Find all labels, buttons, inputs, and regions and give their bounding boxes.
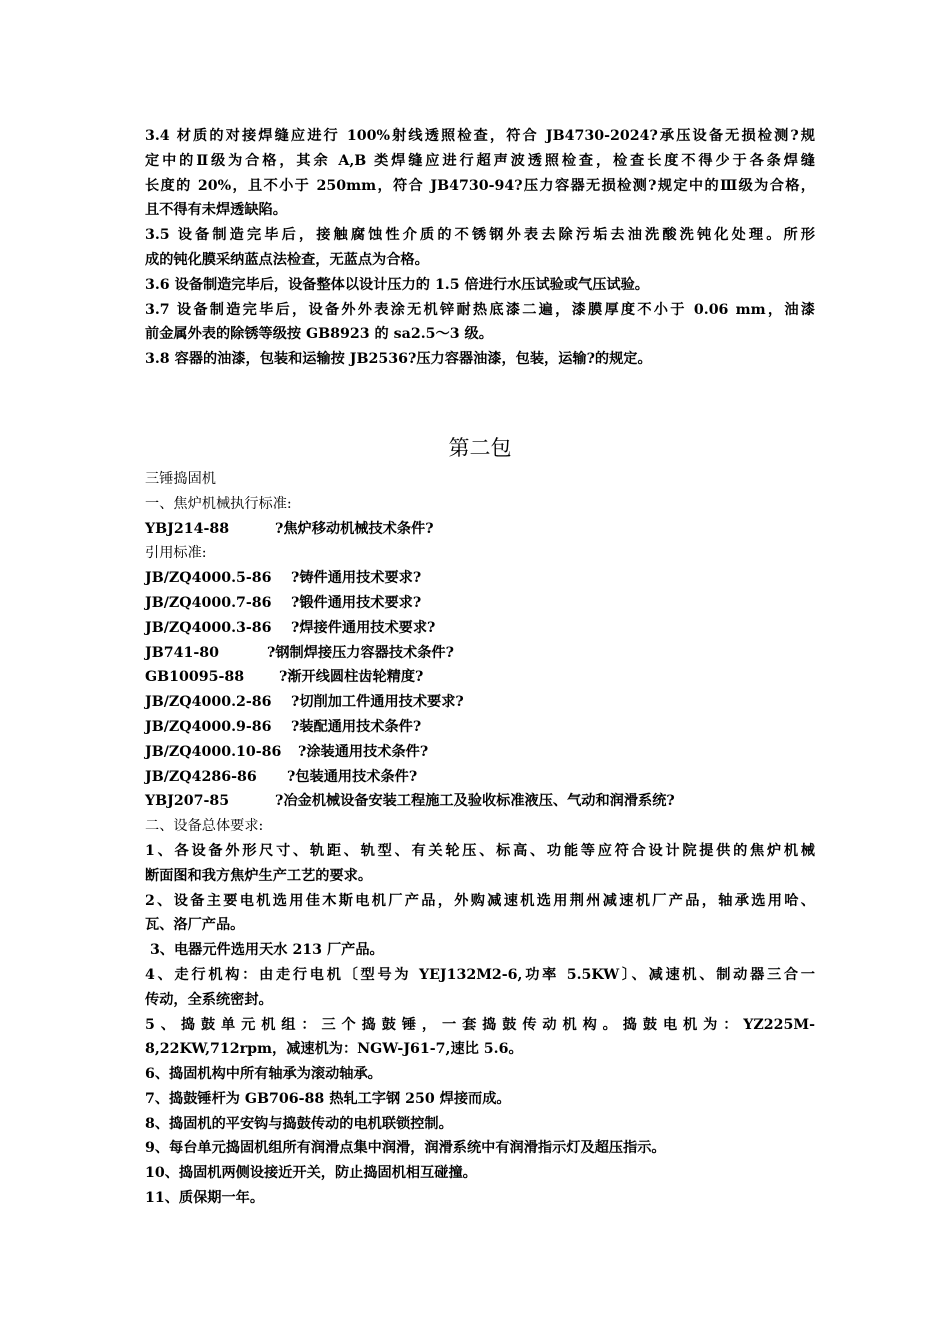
requirement-4-line-2: 传动，全系统密封。 bbox=[145, 991, 273, 1008]
paragraph-3-4-line-3: 长度的 20%，且不小于 250mm，符合 JB4730-94?压力容器无损检测?规定中的Ⅲ级为合格， bbox=[145, 177, 815, 194]
requirement-9: 9、每台单元捣固机组所有润滑点集中润滑，润滑系统中有润滑指示灯及超压指示。 bbox=[145, 1140, 666, 1157]
reference-standard-row bbox=[145, 789, 815, 814]
heading-general-requirements: 二、设备总体要求: bbox=[145, 818, 264, 835]
requirement-11: 11、质保期一年。 bbox=[145, 1190, 265, 1207]
requirement-5-line-2: 8,22KW,712rpm，减速机为：NGW-J61-7,速比 5.6。 bbox=[145, 1041, 523, 1058]
reference-standard-row bbox=[145, 765, 815, 790]
standard-name: ?铸件通用技术要求? bbox=[291, 570, 422, 587]
reference-standard-row bbox=[145, 740, 815, 765]
reference-standard-row bbox=[145, 665, 815, 690]
general-requirements-list bbox=[145, 839, 815, 1211]
standard-code: JB741-80 bbox=[145, 644, 219, 661]
standard-code: JB/ZQ4000.7-86 bbox=[145, 594, 272, 611]
standard-code: JB/ZQ4000.2-86 bbox=[145, 694, 272, 711]
standard-name: ?涂装通用技术条件? bbox=[298, 743, 429, 760]
paragraph-3-4-line-1: 3.4 材质的对接焊缝应进行 100%射线透照检查，符合 JB4730-2024?承压设备无损检测?规 bbox=[145, 128, 815, 144]
paragraph-3-7-line-2: 前金属外表的除锈等级按 GB8923 的 sa2.5～3 级。 bbox=[145, 326, 493, 343]
reference-standard-row bbox=[145, 715, 815, 740]
standard-code: JB/ZQ4286-86 bbox=[145, 768, 257, 785]
heading-standards: 一、焦炉机械执行标准: bbox=[145, 495, 292, 512]
section-3-requirements bbox=[145, 124, 815, 372]
reference-standard-row bbox=[145, 641, 815, 666]
reference-standard-row bbox=[145, 690, 815, 715]
document-content bbox=[145, 124, 815, 1211]
reference-standards-label: 引用标准: bbox=[145, 545, 207, 562]
standard-code: YBJ214-88 bbox=[145, 520, 230, 537]
requirement-4-line-1: 4、走行机构：由走行电机〔型号为 YEJ132M2-6,功率 5.5KW〕、减速机、制动器三合一 bbox=[145, 966, 815, 983]
standard-name: ?锻件通用技术要求? bbox=[291, 594, 422, 611]
standard-code: JB/ZQ4000.9-86 bbox=[145, 718, 272, 735]
requirement-1-line-1: 1、各设备外形尺寸、轨距、轨型、有关轮压、标高、功能等应符合设计院提供的焦炉机械 bbox=[145, 842, 815, 859]
reference-standard-row bbox=[145, 591, 815, 616]
standard-name: ?装配通用技术条件? bbox=[291, 718, 422, 735]
standard-name: ?焊接件通用技术要求? bbox=[291, 619, 436, 636]
standard-name: ?焦炉移动机械技术条件? bbox=[275, 520, 434, 537]
requirement-3: 3、电器元件选用天水 213 厂产品。 bbox=[145, 942, 384, 959]
requirement-7: 7、捣鼓锤杆为 GB706-88 热轧工字钢 250 焊接而成。 bbox=[145, 1090, 511, 1107]
reference-standard-row bbox=[145, 566, 815, 591]
main-standard-row bbox=[145, 517, 815, 542]
package-title: 第二包 bbox=[448, 435, 512, 460]
standard-name: ?钢制焊接压力容器技术条件? bbox=[267, 644, 454, 661]
machine-name: 三锤捣固机 bbox=[145, 470, 216, 487]
requirement-2-line-2: 瓦、洛厂产品。 bbox=[145, 917, 245, 934]
standard-code: GB10095-88 bbox=[145, 669, 245, 686]
paragraph-3-4-line-2: 定中的Ⅱ级为合格，其余 A,B 类焊缝应进行超声波透照检查，检查长度不得少于各条焊缝 bbox=[145, 152, 815, 169]
standard-name: ?渐开线圆柱齿轮精度? bbox=[279, 669, 424, 686]
standard-code: JB/ZQ4000.3-86 bbox=[145, 619, 272, 636]
standard-name: ?切削加工件通用技术要求? bbox=[291, 694, 464, 711]
standard-name: ?冶金机械设备安装工程施工及验收标准液压、气动和润滑系统? bbox=[275, 793, 675, 810]
paragraph-3-7-line-1: 3.7 设备制造完毕后，设备外外表涂无机锌耐热底漆二遍，漆膜厚度不小于 0.06 mm，油漆 bbox=[145, 301, 815, 318]
requirement-6: 6、捣固机构中所有轴承为滚动轴承。 bbox=[145, 1066, 382, 1083]
standard-name: ?包装通用技术条件? bbox=[287, 768, 418, 785]
paragraph-3-4-line-4: 且不得有未焊透缺陷。 bbox=[145, 202, 287, 219]
requirement-2-line-1: 2、设备主要电机选用佳木斯电机厂产品，外购减速机选用荆州减速机厂产品，轴承选用哈、 bbox=[145, 892, 815, 909]
reference-standard-row bbox=[145, 616, 815, 641]
standard-code: JB/ZQ4000.5-86 bbox=[145, 570, 272, 587]
paragraph-3-5-line-1: 3.5 设备制造完毕后，接触腐蚀性介质的不锈钢外表去除污垢去油洗酸洗钝化处理。所形 bbox=[145, 227, 815, 244]
requirement-1-line-2: 断面图和我方焦炉生产工艺的要求。 bbox=[145, 867, 373, 884]
standard-code: JB/ZQ4000.10-86 bbox=[145, 743, 282, 760]
reference-standards-list bbox=[145, 566, 815, 814]
standard-code: YBJ207-85 bbox=[145, 793, 230, 810]
paragraph-3-5-line-2: 成的钝化膜采纳蓝点法检查，无蓝点为合格。 bbox=[145, 251, 429, 268]
paragraph-3-6: 3.6 设备制造完毕后，设备整体以设计压力的 1.5 倍进行水压试验或气压试验。 bbox=[145, 276, 649, 293]
paragraph-3-8: 3.8 容器的油漆，包装和运输按 JB2536?压力容器油漆，包装，运输?的规定。 bbox=[145, 351, 652, 368]
requirement-10: 10、捣固机两侧设接近开关，防止捣固机相互碰撞。 bbox=[145, 1165, 477, 1182]
requirement-5-line-1: 5、捣鼓单元机组：三个捣鼓锤，一套捣鼓传动机构。捣鼓电机为：YZ225M- bbox=[145, 1016, 815, 1033]
requirement-8: 8、捣固机的平安钩与捣鼓传动的电机联锁控制。 bbox=[145, 1115, 453, 1132]
